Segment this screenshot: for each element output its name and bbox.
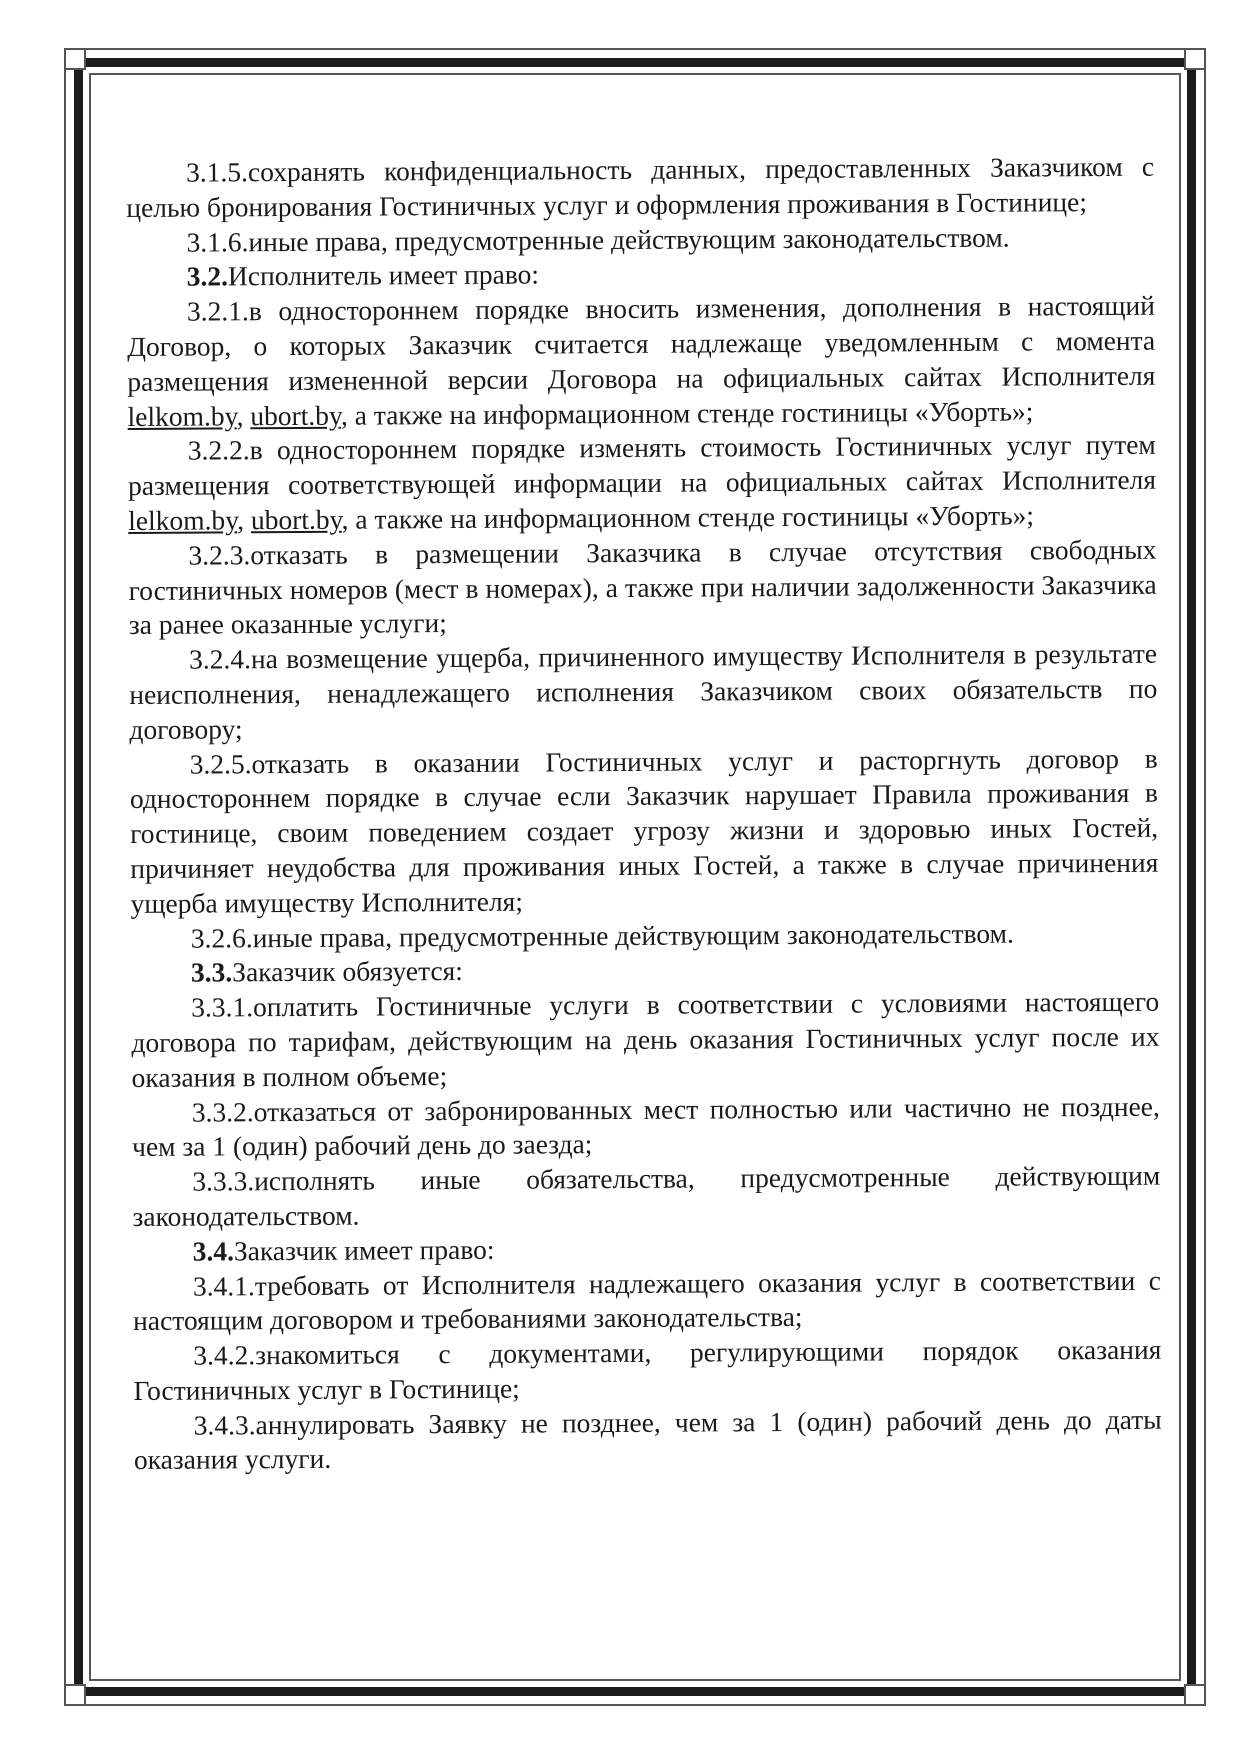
paragraph-3-2-1 bbox=[127, 289, 1156, 434]
paragraph-text: 3.1.6.иные права, предусмотренные действующим законодательством. bbox=[186, 221, 1010, 258]
paragraph-3-2-3 bbox=[128, 532, 1157, 643]
section-number: 3.4. bbox=[192, 1235, 235, 1267]
website-link[interactable]: lelkom.by bbox=[128, 504, 238, 536]
paragraph-text: 3.3.1.оплатить Гостиничные услуги в соответствии с условиями настоящего договора по тарифам, действующим на день оказания Гостиничных услуг после их оказания в полном объеме; bbox=[131, 985, 1160, 1093]
paragraph-text: 3.2.3.отказать в размещении Заказчика в случае отсутствия свободных гостиничных номеров (мест в номерах), а также при наличии задолженности Заказчика за ранее оказанные услуги; bbox=[128, 533, 1157, 641]
paragraph-3-2-5 bbox=[130, 741, 1159, 921]
paragraph-text: 3.3.3.исполнять иные обязательства, предусмотренные действующим законодательством. bbox=[132, 1159, 1161, 1232]
website-link[interactable]: ubort.by bbox=[250, 399, 342, 431]
paragraph-text: 3.2.1.в одностороннем порядке вносить изменения, дополнения в настоящий Договор, о которых Заказчик считается надлежаще уведомленным с момента размещения измененной версии Договора на официальных сайтах Исполнителя bbox=[127, 289, 1156, 397]
paragraph-3-4-1 bbox=[133, 1263, 1161, 1339]
paragraph-3-3-1 bbox=[131, 985, 1160, 1096]
paragraph-3-4-2 bbox=[133, 1333, 1161, 1409]
paragraph-text: 3.2.5.отказать в оказании Гостиничных услуг и расторгнуть договор в одностороннем порядке в случае если Заказчик нарушает Правила проживания в гостинице, своим поведением создает угрозу жизни и здоровью иных Гостей, причиняет неудобства для проживания иных Гостей, а также в случае причинения ущерба имуществу Исполнителя; bbox=[129, 742, 1159, 919]
border-corner-top-left bbox=[64, 48, 86, 70]
paragraph-text: Заказчик обязуется: bbox=[232, 955, 464, 988]
border-corner-bottom-left bbox=[64, 1684, 86, 1706]
section-number: 3.3. bbox=[190, 956, 233, 988]
paragraph-text: Исполнитель имеет право: bbox=[227, 258, 540, 292]
section-number: 3.2. bbox=[186, 260, 229, 293]
paragraph-text: , а также на информационном стенде гостиницы «Уборть»; bbox=[340, 395, 1034, 431]
paragraph-3-3-2 bbox=[132, 1089, 1160, 1165]
website-link[interactable]: lelkom.by bbox=[127, 399, 237, 432]
paragraph-3-3-3 bbox=[132, 1159, 1160, 1235]
paragraph-text: , bbox=[236, 399, 251, 431]
paragraph-3-2-2 bbox=[128, 428, 1157, 539]
paragraph-text: , а также на информационном стенде гостиницы «Уборть»; bbox=[341, 499, 1035, 535]
paragraph-text: 3.1.5.сохранять конфиденциальность данных, предоставленных Заказчиком с целью бронирования Гостиничных услуг и оформления проживания в Гостинице; bbox=[126, 150, 1155, 223]
paragraph-text: 3.2.6.иные права, предусмотренные действующим законодательством. bbox=[190, 917, 1014, 954]
paragraph-text: 3.4.1.требовать от Исполнителя надлежащего оказания услуг в соответствии с настоящим договором и требованиями законодательства; bbox=[133, 1264, 1161, 1337]
border-corner-top-right bbox=[1184, 48, 1206, 70]
border-corner-bottom-right bbox=[1184, 1684, 1206, 1706]
website-link[interactable]: ubort.by bbox=[250, 503, 342, 536]
paragraph-text: 3.4.2.знакомиться с документами, регулирующими порядок оказания Гостиничных услуг в Гостинице; bbox=[133, 1333, 1162, 1406]
document-body bbox=[126, 150, 1162, 1479]
paragraph-text: 3.3.2.отказаться от забронированных мест полностью или частично не позднее, чем за 1 (один) рабочий день до заезда; bbox=[131, 1090, 1160, 1163]
paragraph-3-4-3 bbox=[134, 1402, 1162, 1478]
paragraph-text: , bbox=[237, 504, 252, 536]
paragraph-text: Заказчик имеет право: bbox=[233, 1233, 495, 1267]
paragraph-text: 3.2.2.в одностороннем порядке изменять стоимость Гостиничных услуг путем размещения соответствующей информации на официальных сайтах Исполнителя bbox=[127, 429, 1157, 502]
paragraph-text: 3.4.3.аннулировать Заявку не позднее, чем за 1 (один) рабочий день до даты оказания услуги. bbox=[133, 1403, 1162, 1476]
paragraph-3-1-6 bbox=[126, 219, 1154, 260]
paragraph-3-1-5 bbox=[126, 150, 1154, 226]
paragraph-3-2-6 bbox=[131, 915, 1159, 956]
paragraph-text: 3.2.4.на возмещение ущерба, причиненного имуществу Исполнителя в результате неисполнения, ненадлежащего исполнения Заказчиком своих обязательств по договору; bbox=[129, 637, 1158, 745]
paragraph-3-2-4 bbox=[129, 637, 1158, 748]
